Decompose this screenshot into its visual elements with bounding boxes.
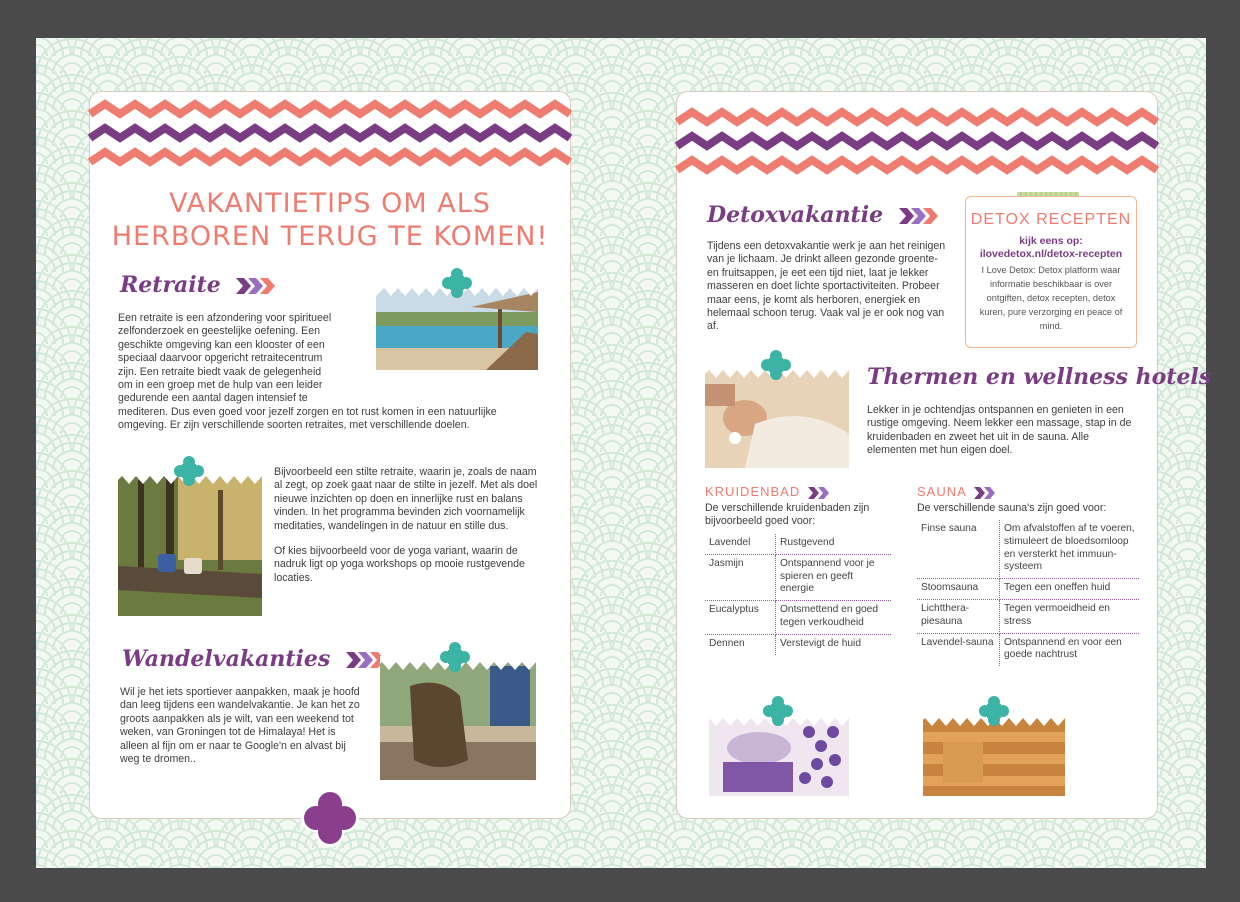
text-line: om in een groep met de hulp van een leider [118, 379, 323, 392]
chevron-arrows-icon [236, 278, 276, 294]
sauna-heading [917, 484, 996, 499]
table-row [917, 579, 1139, 600]
table-cell: Lavendel-sauna [917, 633, 1000, 666]
stilte-paragraph: Bijvoorbeeld een stilte retraite, waarin je, zoals de naam al zegt, op zoek gaat naar de stilte in jezelf. Met als doel nieuwe inzichten op doen en innerlijke rust en balans vinden. In het programma bevinden zich voornamelijk meditaties, wandelingen in de natuur en stille dus. [274, 466, 538, 532]
wandel-heading [122, 646, 386, 672]
magazine-spread [36, 38, 1212, 868]
purple-clover-icon [300, 788, 360, 848]
sauna-heading-text: SAUNA [917, 484, 967, 499]
kruidenbad-heading [705, 484, 830, 499]
page-title [110, 187, 550, 253]
table-cell: Eucalyptus [705, 601, 776, 635]
text-line: geschikte omgeving kan een klooster of een [118, 338, 325, 351]
text-line: zelfonderzoek en geestelijke oefening. Een [118, 325, 321, 338]
forest-tea-photo [118, 470, 262, 616]
text-line: mediteren. Dus even goed voor jezelf zorgen en tot rust komen in een natuurlijke [118, 405, 497, 418]
teal-clover-icon [763, 696, 793, 726]
right-page [676, 91, 1212, 819]
teal-clover-icon [440, 642, 470, 672]
table-cell: Finse sauna [917, 520, 1000, 579]
table-cell: Tegen vermoeidheid en stress [1000, 599, 1140, 633]
table-cell: Verstevigt de huid [780, 637, 861, 649]
table-cell: Ontspannend voor je spieren en geeft energie [776, 554, 892, 600]
teal-clover-icon [979, 696, 1009, 726]
thermen-heading: Thermen en wellness hotels [867, 364, 1212, 390]
box-text: I Love Detox: Detox platform waar informatie beschikbaar is over ontgiften, detox recepten, detox kuren, pure verzorging en peace of mind. [979, 265, 1123, 331]
table-cell: Jasmijn [705, 554, 776, 600]
table-row [705, 554, 891, 600]
box-title: DETOX RECEPTEN [970, 211, 1132, 228]
table-cell: Lichtthera-piesauna [917, 599, 1000, 633]
table-cell: Lavendel [705, 534, 776, 554]
text-line: gedurende een aantal dagen intensief te [118, 392, 308, 405]
retraite-text-2 [274, 466, 540, 585]
text-line: zijn. Een retraite biedt vaak de gelegenheid [118, 365, 322, 378]
table-row [705, 601, 891, 635]
table-cell: Ontspannend en voor een goede nachtrust [1004, 636, 1122, 661]
chevron-arrows-icon [974, 487, 996, 499]
box-sub [966, 235, 1136, 261]
wandel-text: Wil je het iets sportiever aanpakken, maak je hoofd dan leeg tijdens een wandelvakantie. Je kan het zo groots aanpakken als je wilt, van een weekend tot weken, van Groningen tot de Himalaya! Het is alleen al fijn om er naar te Google'n en alvast bij weg te dromen.. [120, 686, 360, 766]
title-line-2: HERBOREN TERUG TE KOMEN! [111, 221, 549, 252]
table-row [705, 634, 891, 654]
detox-recepten-box [965, 196, 1137, 348]
wandel-heading-text: Wandelvakanties [122, 646, 331, 672]
zigzag-banner [90, 92, 570, 182]
text-line: Een retraite is een afzondering voor spiritueel [118, 312, 332, 324]
hiking-boot-photo [380, 656, 536, 780]
kruidenbad-heading-text: KRUIDENBAD [705, 484, 801, 499]
box-sub-line-1: kijk eens op: [1019, 235, 1083, 247]
table-cell: Tegen een oneffen huid [1000, 579, 1140, 600]
teal-clover-icon [442, 268, 472, 298]
detox-recepten-link[interactable]: ilovedetox.nl/detox-recepten [979, 248, 1123, 260]
table-row [917, 633, 1139, 666]
table-cell: Rustgevend [776, 534, 892, 554]
teal-clover-icon [761, 350, 791, 380]
detox-heading-text: Detoxvakantie [707, 202, 884, 228]
thermen-text: Lekker in je ochtendjas ontspannen en genieten in een rustige omgeving. Neem lekker een massage, stap in de kruidenbaden en zweet het uit in de sauna. Alle elementen met hun eigen doel. [867, 404, 1132, 457]
retraite-heading [120, 272, 276, 298]
table-row [917, 599, 1139, 633]
retraite-heading-text: Retraite [120, 272, 221, 298]
left-page [89, 91, 571, 819]
zigzag-banner [677, 92, 1157, 182]
chevron-arrows-icon [899, 208, 939, 224]
text-line: omgeving. Er zijn verschillende soorten retraites, met verschillende doelen. [118, 419, 470, 432]
table-cell: Ontsmettend en goed tegen verkoudheid [776, 601, 892, 635]
table-cell: Stoomsauna [917, 579, 1000, 600]
sauna-table [917, 520, 1139, 666]
teal-clover-icon [174, 456, 204, 486]
yoga-paragraph: Of kies bijvoorbeeld voor de yoga variant, waarin de nadruk ligt op yoga workshops op mooie rustgevende locaties. [274, 545, 525, 584]
detox-text: Tijdens een detoxvakantie werk je aan het reinigen van je lichaam. Je drinkt alleen gezonde groente- en fruitsappen, je eet een tijd niet, laat je lekker masseren en doet lichte sportactiviteiten. Probeer maar eens, je komt als herboren, energiek en helemaal schoon terug. Vaak val je er ook nog van af. [707, 240, 946, 333]
kruidenbad-intro: De verschillende kruidenbaden zijn bijvoorbeeld goed voor: [705, 502, 870, 528]
table-row [705, 534, 891, 554]
sauna-intro: De verschillende sauna's zijn goed voor: [917, 502, 1107, 514]
chevron-arrows-icon [808, 487, 830, 499]
title-line-1: VAKANTIETIPS OM ALS [169, 188, 491, 219]
table-cell: Om afvalstoffen af te voeren, stimuleert de bloedsomloop en versterkt het immuun-systeem [1000, 520, 1140, 579]
text-line: speciaal daarvoor opgericht retraitecentrum [118, 352, 323, 365]
kruidenbad-table [705, 534, 891, 655]
detox-heading [707, 202, 939, 228]
table-cell: Dennen [705, 634, 776, 654]
table-row [917, 520, 1139, 579]
